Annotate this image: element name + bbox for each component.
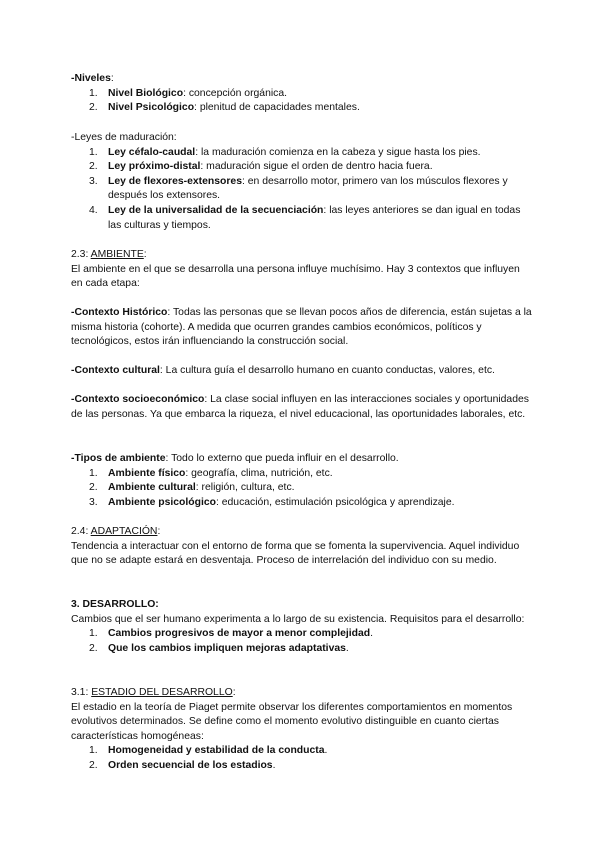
ambiente-heading: 2.3: AMBIENTE:: [71, 249, 147, 260]
list-item: 3. Ley de flexores-extensores: en desarrollo motor, primero van los músculos flexores y después los extensores.: [89, 175, 508, 202]
list-number: 1.: [89, 628, 98, 640]
list-item: 4. Ley de la universalidad de la secuenciación: las leyes anteriores se dan igual en todas las culturas y tiempos.: [89, 204, 521, 231]
desarrollo-heading: 3. DESARROLLO:: [71, 599, 159, 610]
niveles-label: -Niveles:: [71, 73, 114, 84]
leyes-label: -Leyes de maduración:: [71, 132, 177, 143]
adaptacion-heading: 2.4: ADAPTACIÓN:: [71, 526, 161, 537]
list-item: 2. Ley próximo-distal: maduración sigue el orden de dentro hacia fuera.: [71, 160, 533, 175]
list-item: 2. Nivel Psicológico: plenitud de capacidades mentales.: [71, 101, 533, 116]
list-item: 3. Ambiente psicológico: educación, estimulación psicológica y aprendizaje.: [71, 496, 533, 511]
list-number: 1.: [89, 467, 98, 479]
list-number: 1.: [89, 745, 98, 757]
desarrollo-text: Cambios que el ser humano experimenta a lo largo de su existencia. Requisitos para el desarrollo:: [71, 613, 525, 625]
list-number: 1.: [89, 146, 98, 158]
leyes-section: [71, 131, 533, 233]
tipos-ambiente-section: [71, 452, 533, 510]
leyes-list: [71, 146, 533, 234]
contexto-cultural: -Contexto cultural: La cultura guía el desarrollo humano en cuanto conductas, valores, etc.: [71, 365, 495, 376]
list-item: 2. Orden secuencial de los estadios.: [71, 759, 533, 774]
list-number: 3.: [89, 496, 98, 508]
estadio-text: El estadio en la teoría de Piaget permite observar los diferentes comportamientos en momentos evolutivos determinados. Se define como el momento evolutivo distinguible en cuanto ciertas características homogéneas:: [71, 701, 513, 742]
contexto-historico: -Contexto Histórico: Todas las personas que se llevan pocos años de diferencia, están sujetas a la misma historia (cohorte). A medida que ocurren grandes cambios económicos, políticos y tecnológicos, estos irán influenciando la construcción social.: [71, 307, 532, 348]
list-number: 4.: [89, 204, 98, 216]
desarrollo-list: [71, 627, 533, 656]
tipos-ambiente-label: -Tipos de ambiente: Todo lo externo que pueda influir en el desarrollo.: [71, 453, 399, 464]
niveles-list: [71, 87, 533, 116]
list-item: 2. Que los cambios impliquen mejoras adaptativas.: [71, 642, 533, 657]
estadio-section: [71, 686, 533, 774]
adaptacion-text: Tendencia a interactuar con el entorno de forma que se fomenta la supervivencia. Aquel individuo que no se adapte estará en desventaja. Proceso de interrelación del individuo con su medio.: [71, 540, 520, 567]
desarrollo-section: [71, 598, 533, 656]
ambiente-section: [71, 248, 533, 292]
adaptacion-section: [71, 525, 533, 569]
list-number: 2.: [89, 642, 98, 654]
contexto-socioeconomico: -Contexto socioeconómico: La clase social influyen en las interacciones sociales y oportunidades de las personas. Ya que embarca la riqueza, el nivel educacional, las oportunidades laborales, etc.: [71, 394, 529, 420]
list-item: 1. Homogeneidad y estabilidad de la conducta.: [71, 744, 533, 759]
list-number: 3.: [89, 175, 98, 187]
estadio-heading: 3.1: ESTADIO DEL DESARROLLO:: [71, 687, 236, 698]
list-item: 1. Ley céfalo-caudal: la maduración comienza en la cabeza y sigue hasta los pies.: [71, 146, 533, 161]
list-number: 2.: [89, 482, 98, 494]
ambiente-intro: El ambiente en el que se desarrolla una persona influye muchísimo. Hay 3 contextos que influyen en cada etapa:: [71, 263, 520, 290]
list-number: 2.: [89, 759, 98, 771]
list-item: 1. Nivel Biológico: concepción orgánica.: [71, 87, 533, 102]
estadio-list: [71, 744, 533, 773]
list-number: 2.: [89, 161, 98, 173]
niveles-section: [71, 72, 533, 116]
list-number: 2.: [89, 102, 98, 114]
list-item: 2. Ambiente cultural: religión, cultura, etc.: [71, 481, 533, 496]
list-item: 1. Cambios progresivos de mayor a menor complejidad.: [71, 627, 533, 642]
tipos-ambiente-list: [71, 467, 533, 511]
list-number: 1.: [89, 87, 98, 99]
list-item: 1. Ambiente físico: geografía, clima, nutrición, etc.: [71, 467, 533, 482]
